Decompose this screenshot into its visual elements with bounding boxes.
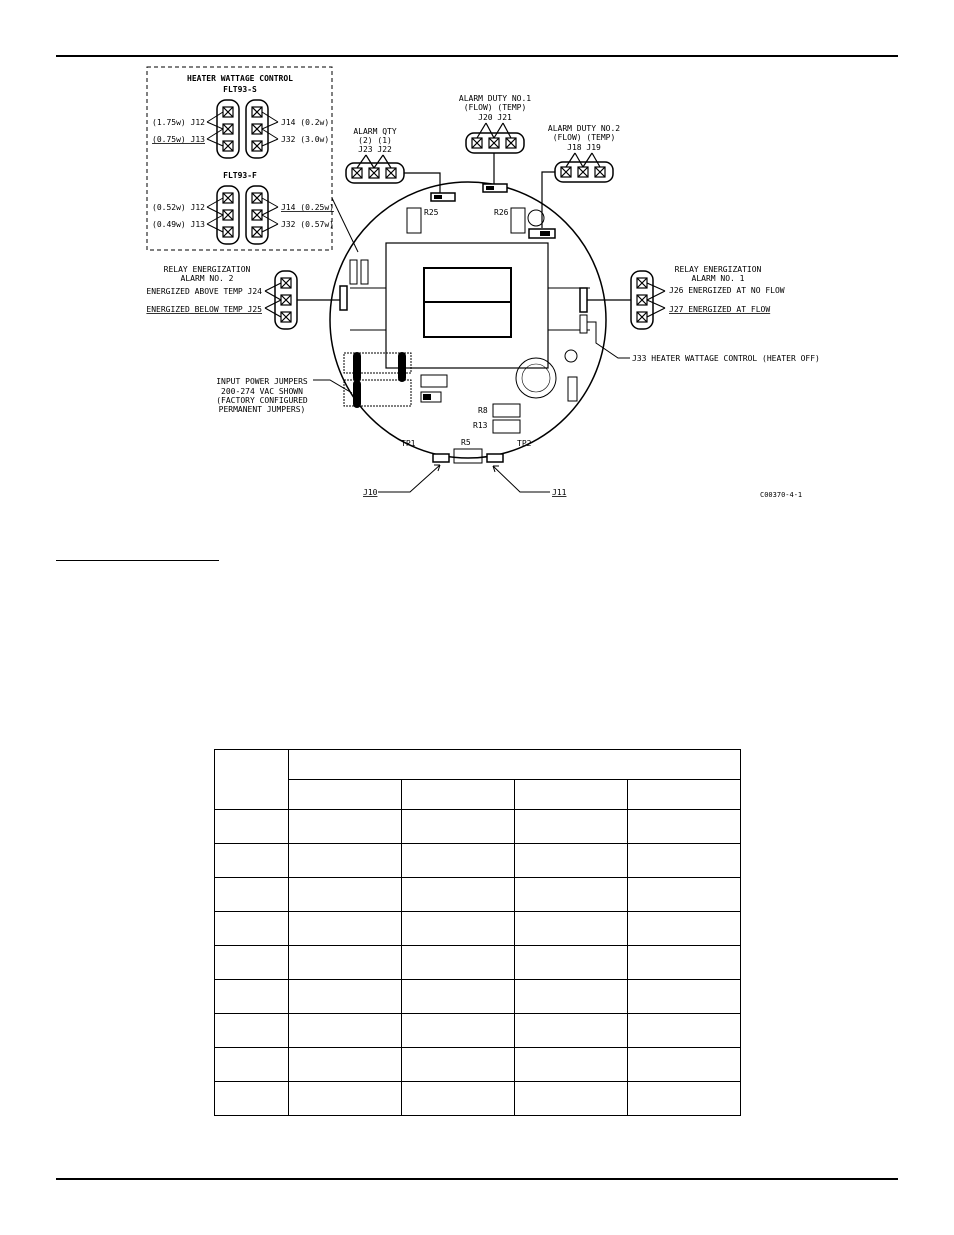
alarm-duty-2-title: ALARM DUTY NO.2 (547, 124, 621, 133)
alarm-duty-1-jumpers: J20 J21 (478, 113, 512, 122)
alarm-duty-1-title: ALARM DUTY NO.1 (458, 94, 532, 103)
alarm-duty-1-group (459, 94, 531, 184)
j10-label: J10 (363, 488, 378, 497)
alarm-duty-1-sub: (FLOW) (TEMP) (463, 103, 527, 112)
input-power-line-4: PERMANENT JUMPERS) (218, 405, 306, 414)
caption-underline (56, 560, 219, 561)
tp2-label: TP2 (517, 439, 532, 448)
table-row (215, 1048, 741, 1082)
relay-2-line2: ENERGIZED BELOW TEMP J25 (146, 305, 262, 314)
jumper-pins-s (223, 107, 262, 151)
relay-alarm-1-group (587, 265, 785, 329)
relay-alarm-2-group (146, 265, 340, 329)
flt93-s-label: FLT93-S (223, 85, 257, 94)
alarm-duty-2-jumpers: J18 J19 (567, 143, 601, 152)
f-j13-label: (0.49w) J13 (152, 220, 205, 229)
table-col-header (289, 780, 402, 810)
heater-wattage-control-group (147, 67, 334, 250)
tp1-label: TP1 (401, 439, 416, 448)
r5-label: R5 (461, 438, 471, 447)
flt93-f-label: FLT93-F (223, 171, 257, 180)
table-row (215, 878, 741, 912)
table-row (215, 1082, 741, 1116)
table-col-header (628, 780, 741, 810)
relay-2-title1: RELAY ENERGIZATION (163, 265, 251, 274)
r8-label: R8 (478, 406, 488, 415)
s-j13-label: (0.75w) J13 (152, 135, 205, 144)
heater-wattage-title: HEATER WATTAGE CONTROL (187, 74, 293, 83)
r26-label: R26 (494, 208, 509, 217)
relay-1-title2: ALARM NO. 1 (691, 274, 745, 283)
table-row (215, 844, 741, 878)
relay-1-title1: RELAY ENERGIZATION (674, 265, 762, 274)
table-col-header (515, 780, 628, 810)
alarm-qty-title: ALARM QTY (353, 127, 397, 136)
relay-2-line1: ENERGIZED ABOVE TEMP J24 (146, 287, 262, 296)
table-row (215, 946, 741, 980)
relay-1-line1: J26 ENERGIZED AT NO FLOW (669, 286, 785, 295)
alarm-duty-2-sub: (FLOW) (TEMP) (552, 133, 616, 142)
table-col-header (402, 780, 515, 810)
j11-label: J11 (552, 488, 567, 497)
s-j32-label: J32 (3.0w) (281, 135, 330, 144)
circuit-board (330, 182, 606, 463)
alarm-qty-jumpers: J23 J22 (358, 145, 392, 154)
drawing-id: C00370-4-1 (760, 491, 803, 499)
f-j32-label: J32 (0.57w) (281, 220, 334, 229)
r13-label: R13 (473, 421, 488, 430)
jumper-pins-f (223, 193, 262, 237)
j33-label: J33 HEATER WATTAGE CONTROL (HEATER OFF) (632, 354, 820, 363)
alarm-qty-group (346, 127, 440, 193)
table-row (215, 1014, 741, 1048)
f-j14-label: J14 (0.25w) (281, 203, 334, 212)
s-j14-label: J14 (0.2w) (281, 118, 330, 127)
jumper-table (214, 749, 741, 1116)
table-row (215, 912, 741, 946)
table-group-header (289, 750, 741, 780)
input-power-label-group (216, 377, 352, 414)
table-row (215, 980, 741, 1014)
input-power-line-2: 200-274 VAC SHOWN (221, 387, 303, 396)
alarm-qty-sub: (2) (1) (358, 136, 392, 145)
table-corner-cell (215, 750, 289, 810)
table-row (215, 810, 741, 844)
input-power-line-3: (FACTORY CONFIGURED (216, 396, 308, 405)
relay-1-line2: J27 ENERGIZED AT FLOW (669, 305, 771, 314)
input-power-line-1: INPUT POWER JUMPERS (216, 377, 308, 386)
circuit-board-jumper-diagram (0, 0, 954, 520)
f-j12-label: (0.52w) J12 (152, 203, 205, 212)
bottom-rule (56, 1178, 898, 1180)
relay-2-title2: ALARM NO. 2 (180, 274, 234, 283)
r25-label: R25 (424, 208, 439, 217)
s-j12-label: (1.75w) J12 (152, 118, 205, 127)
